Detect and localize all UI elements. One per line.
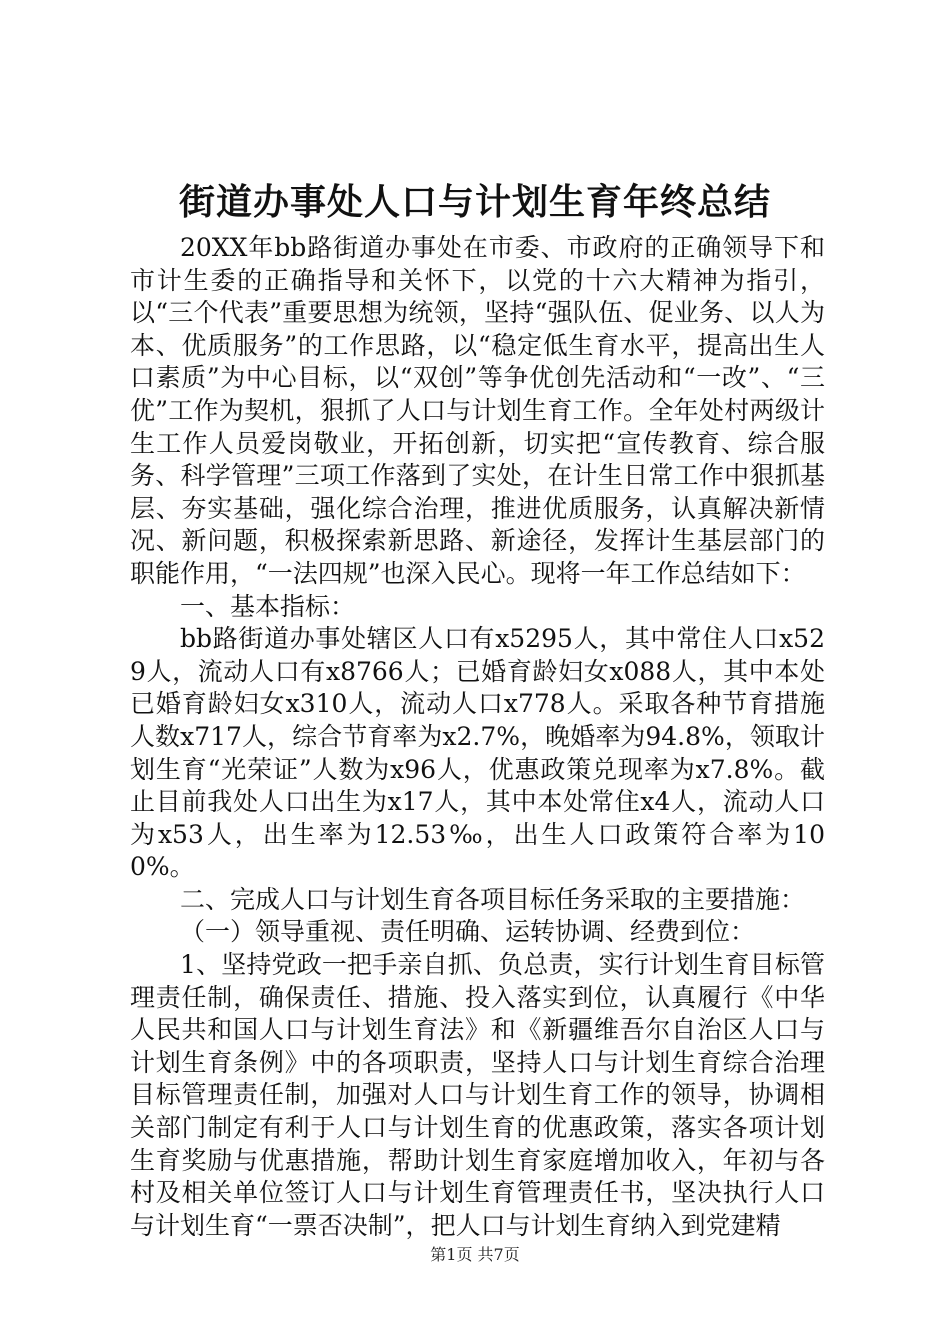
paragraph-indicators: bb路街道办事处辖区人口有x5295人，其中常住人口x529人，流动人口有x8766人；已婚育龄妇女x088人，其中本处已婚育龄妇女x310人，流动人口x778人。采取各种节育措施人数x717人，综合节育率为x2.7%，晚婚率为94.8%，领取计划生育“光荣证”人数为x96人，优惠政策兑现率为x7.8%。截止目前我处人口出生为x17人，其中本处常住x4人，流动人口为x53人，出生率为12.53‰，出生人口政策符合率为100%。 [130,624,825,882]
subsection-heading-leadership: （一）领导重视、责任明确、运转协调、经费到位： [180,917,756,947]
paragraph-item-1: 1、坚持党政一把手亲自抓、负总责，实行计划生育目标管理责任制，确保责任、措施、投入落实到位，认真履行《中华人民共和国人口与计划生育法》和《新疆维吾尔自治区人口与计划生育条例》中的各项职责，坚持人口与计划生育综合治理目标管理责任制，加强对人口与计划生育工作的领导，协调相关部门制定有利于人口与计划生育的优惠政策，落实各项计划生育奖励与优惠措施，帮助计划生育家庭增加收入，年初与各村及相关单位签订人口与计划生育管理责任书，坚决执行人口与计划生育“一票否决制”，把人口与计划生育纳入到党建精 [130,950,825,1240]
page-number-footer: 第1页 共7页 [430,1245,520,1264]
paragraph-intro: 20XX年bb路街道办事处在市委、市政府的正确领导下和市计生委的正确指导和关怀下，以党的十六大精神为指引，以“三个代表”重要思想为统领，坚持“强队伍、促业务、以人为本、优质服务”的工作思路，以“稳定低生育水平，提高出生人口素质”为中心目标，以“双创”等争优创先活动和“一改”、“三优”工作为契机，狠抓了人口与计划生育工作。全年处村两级计生工作人员爱岗敬业，开拓创新，切实把“宣传教育、综合服务、科学管理”三项工作落到了实处，在计生日常工作中狠抓基层、夯实基础，强化综合治理，推进优质服务，认真解决新情况、新问题，积极探索新思路、新途径，发挥计生基层部门的职能作用，“一法四规”也深入民心。现将一年工作总结如下： [130,233,825,588]
section-heading-main-measures: 二、完成人口与计划生育各项目标任务采取的主要措施： [180,884,806,914]
section-heading-basic-indicators: 一、基本指标： [180,591,356,621]
document-body [130,232,825,1242]
page-title: 街道办事处人口与计划生育年终总结 [178,181,771,223]
